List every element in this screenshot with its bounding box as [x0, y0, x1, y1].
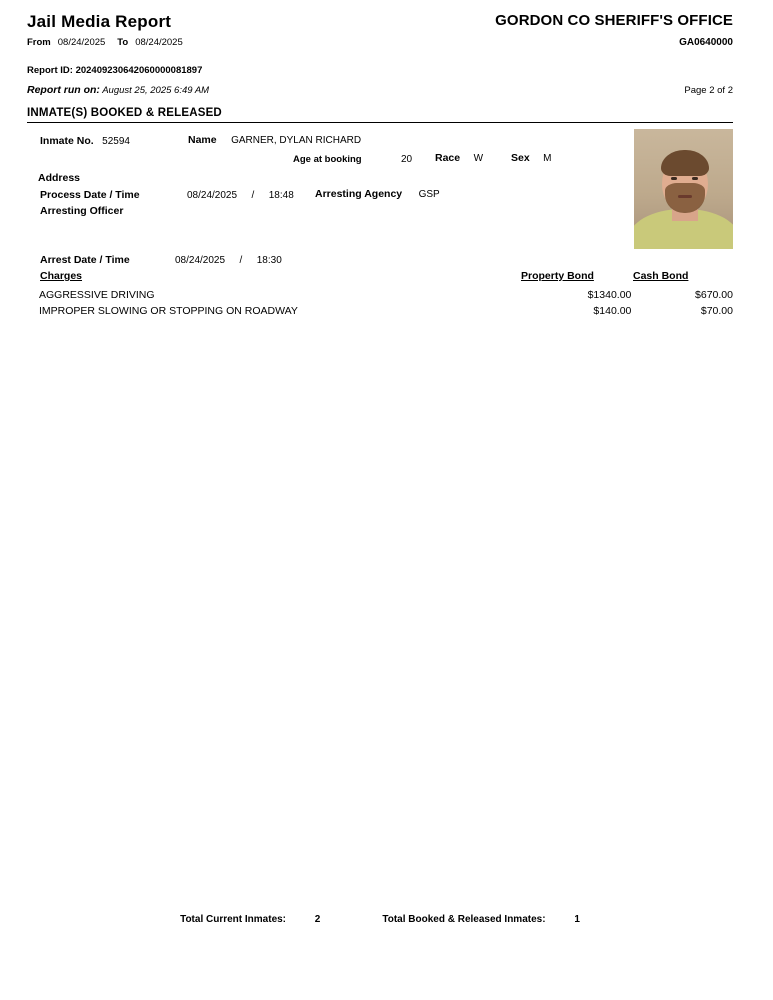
inmate-no-label: Inmate No.: [40, 135, 94, 147]
report-id-label: Report ID:: [27, 65, 73, 76]
process-date-separator: /: [251, 190, 255, 201]
age-value: 20: [401, 154, 413, 165]
page-title: Jail Media Report: [27, 12, 172, 31]
mugshot-eye-right: [692, 177, 698, 180]
age-at-booking-field: [293, 149, 362, 167]
report-id-row: [27, 65, 733, 76]
cash-bond-label: Cash Bond: [633, 270, 689, 282]
table-row: [27, 287, 733, 303]
age-value-wrap: [401, 149, 412, 167]
report-id-value: 202409230642060000081897: [75, 65, 203, 76]
mugshot-mouth: [678, 195, 692, 198]
arresting-officer-field: [40, 201, 135, 219]
race-label: Race: [435, 152, 461, 164]
arrest-date-value: 08/24/2025: [175, 255, 226, 266]
arresting-agency-value: GSP: [418, 189, 440, 200]
charge-cash-bond: $670.00: [695, 289, 733, 301]
sex-value: M: [543, 153, 552, 164]
charges-label: Charges: [40, 270, 83, 282]
inmate-mugshot: [634, 129, 733, 249]
total-current-inmates-label: Total Current Inmates:: [180, 914, 287, 925]
arresting-agency-label: Arresting Agency: [315, 188, 403, 200]
address-field: [38, 168, 90, 186]
property-bond-label: Property Bond: [521, 270, 594, 282]
arrest-date-label: Arrest Date / Time: [40, 254, 130, 266]
mugshot-eye-left: [671, 177, 677, 180]
arresting-agency-field: [315, 184, 440, 202]
race-field: [435, 148, 483, 166]
report-header-row: [27, 12, 733, 32]
arrest-time-value: 18:30: [256, 255, 282, 266]
total-current-inmates-value: 2: [314, 914, 321, 925]
charges-header: [27, 270, 733, 285]
address-label: Address: [38, 172, 81, 184]
charge-cash-bond: $70.00: [700, 305, 733, 317]
charge-description: AGGRESSIVE DRIVING: [39, 289, 155, 301]
process-time-value: 18:48: [268, 190, 294, 201]
from-value: 08/24/2025: [57, 37, 106, 48]
charges-table: [27, 287, 733, 319]
inmate-name-field: [188, 130, 361, 148]
charge-property-bond: $140.00: [593, 305, 632, 317]
arrest-date-field: [40, 250, 130, 268]
to-label: To: [117, 37, 129, 48]
inmate-record: [27, 123, 733, 268]
from-label: From: [27, 37, 51, 48]
total-booked-released-label: Total Booked & Released Inmates:: [382, 914, 546, 925]
run-on-row: [27, 84, 733, 96]
inmate-no-field: [40, 131, 130, 149]
sex-label: Sex: [511, 152, 530, 164]
table-row: [27, 303, 733, 319]
to-value: 08/24/2025: [135, 37, 183, 48]
report-totals: [27, 914, 733, 925]
process-date-value: 08/24/2025: [187, 190, 238, 201]
totals-inner: [27, 914, 733, 925]
agency-ori-id: GA0640000: [679, 37, 733, 48]
arrest-date-value-wrap: [175, 250, 282, 268]
name-label: Name: [188, 134, 217, 146]
page-content: [27, 0, 733, 319]
race-value: W: [473, 153, 484, 164]
total-current-inmates: [180, 914, 320, 925]
date-range-row: [27, 37, 733, 48]
run-on-label: Report run on:: [27, 84, 100, 96]
charges-table-body: [27, 287, 733, 319]
section-title: INMATE(S) BOOKED & RELEASED: [27, 107, 222, 119]
name-value: GARNER, DYLAN RICHARD: [231, 135, 362, 146]
total-booked-released: [382, 914, 580, 925]
report-run-on: [27, 84, 209, 96]
date-range: [27, 37, 195, 48]
age-label: Age at booking: [293, 154, 362, 165]
process-date-label: Process Date / Time: [40, 189, 140, 201]
charge-description: IMPROPER SLOWING OR STOPPING ON ROADWAY: [39, 305, 298, 317]
arresting-officer-label: Arresting Officer: [40, 205, 124, 217]
agency-title: GORDON CO SHERIFF'S OFFICE: [495, 12, 733, 29]
charge-property-bond: $1340.00: [587, 289, 632, 301]
run-on-value: August 25, 2025 6:49 AM: [102, 85, 210, 96]
process-date-value-wrap: [187, 185, 294, 203]
total-booked-released-value: 1: [574, 914, 580, 925]
sex-field: [511, 148, 551, 166]
inmate-no-value: 52594: [102, 136, 130, 147]
page-number: Page 2 of 2: [684, 85, 733, 96]
arrest-date-separator: /: [239, 255, 243, 266]
